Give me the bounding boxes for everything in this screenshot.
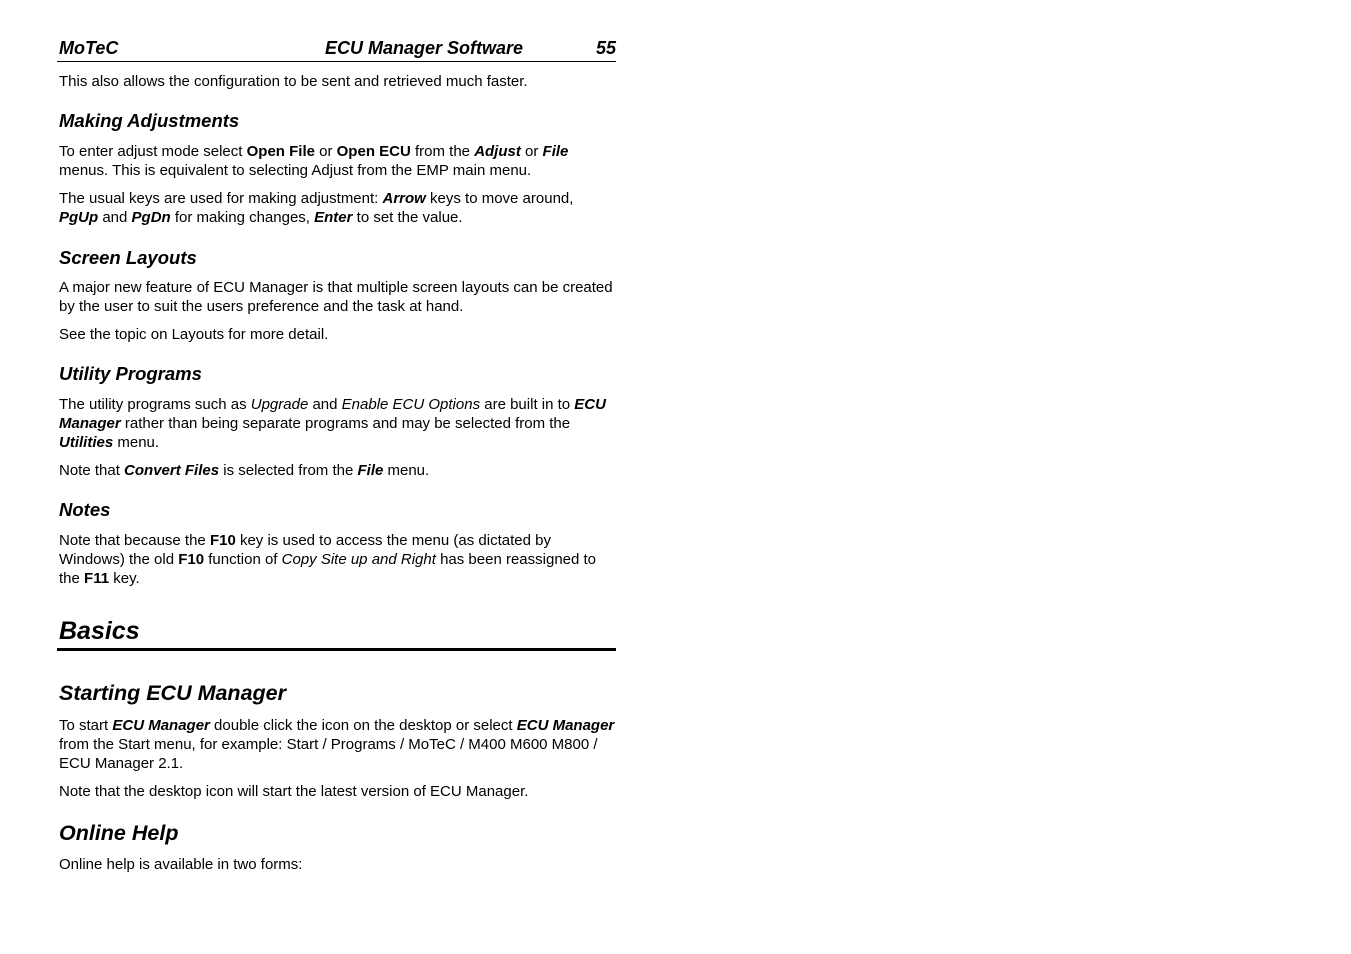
page-number: 55 — [595, 38, 616, 58]
notes-p1: Note that because the F10 key is used to access the menu (as dictated by Windows) the old F10 function of Copy Site up and Right has been reassigned to the F11 key. — [59, 532, 597, 587]
heading-making-adjustments: Making Adjustments — [59, 110, 240, 131]
utility-programs-p2: Note that Convert Files is selected from the File menu. — [59, 462, 430, 479]
heading-online-help: Online Help — [59, 821, 179, 845]
heading-screen-layouts: Screen Layouts — [59, 247, 197, 268]
header-brand: MoTeC — [59, 38, 119, 58]
section-rule — [57, 648, 616, 651]
screen-layouts-p1: A major new feature of ECU Manager is that multiple screen layouts can be created by the user to suit the users preference and the task at hand. — [59, 279, 613, 315]
heading-utility-programs: Utility Programs — [59, 363, 202, 384]
page-header — [57, 37, 616, 62]
header-title: ECU Manager Software — [325, 38, 524, 58]
making-adjustments-p1: To enter adjust mode select Open File or Open ECU from the Adjust or File menus. This is equivalent to selecting Adjust from the EMP main menu. — [59, 143, 569, 179]
screen-layouts-p2: See the topic on Layouts for more detail. — [59, 326, 329, 343]
heading-notes: Notes — [59, 499, 111, 520]
heading-starting-ecu-manager: Starting ECU Manager — [59, 681, 286, 705]
utility-programs-p1: The utility programs such as Upgrade and Enable ECU Options are built in to ECU Manager rather than being separate programs and may be selected from the Utilities menu. — [59, 396, 606, 451]
starting-p1: To start ECU Manager double click the icon on the desktop or select ECU Manager from the Start menu, for example: Start / Programs / MoTeC / M400 M600 M800 / ECU Manager 2.1. — [59, 717, 615, 772]
making-adjustments-p2: The usual keys are used for making adjustment: Arrow keys to move around, PgUp and PgDn for making changes, Enter to set the value. — [59, 190, 574, 226]
heading-basics: Basics — [59, 617, 140, 645]
intro-paragraph: This also allows the configuration to be sent and retrieved much faster. — [59, 73, 528, 90]
starting-p2: Note that the desktop icon will start the latest version of ECU Manager. — [59, 783, 529, 800]
online-help-p1: Online help is available in two forms: — [59, 856, 303, 873]
